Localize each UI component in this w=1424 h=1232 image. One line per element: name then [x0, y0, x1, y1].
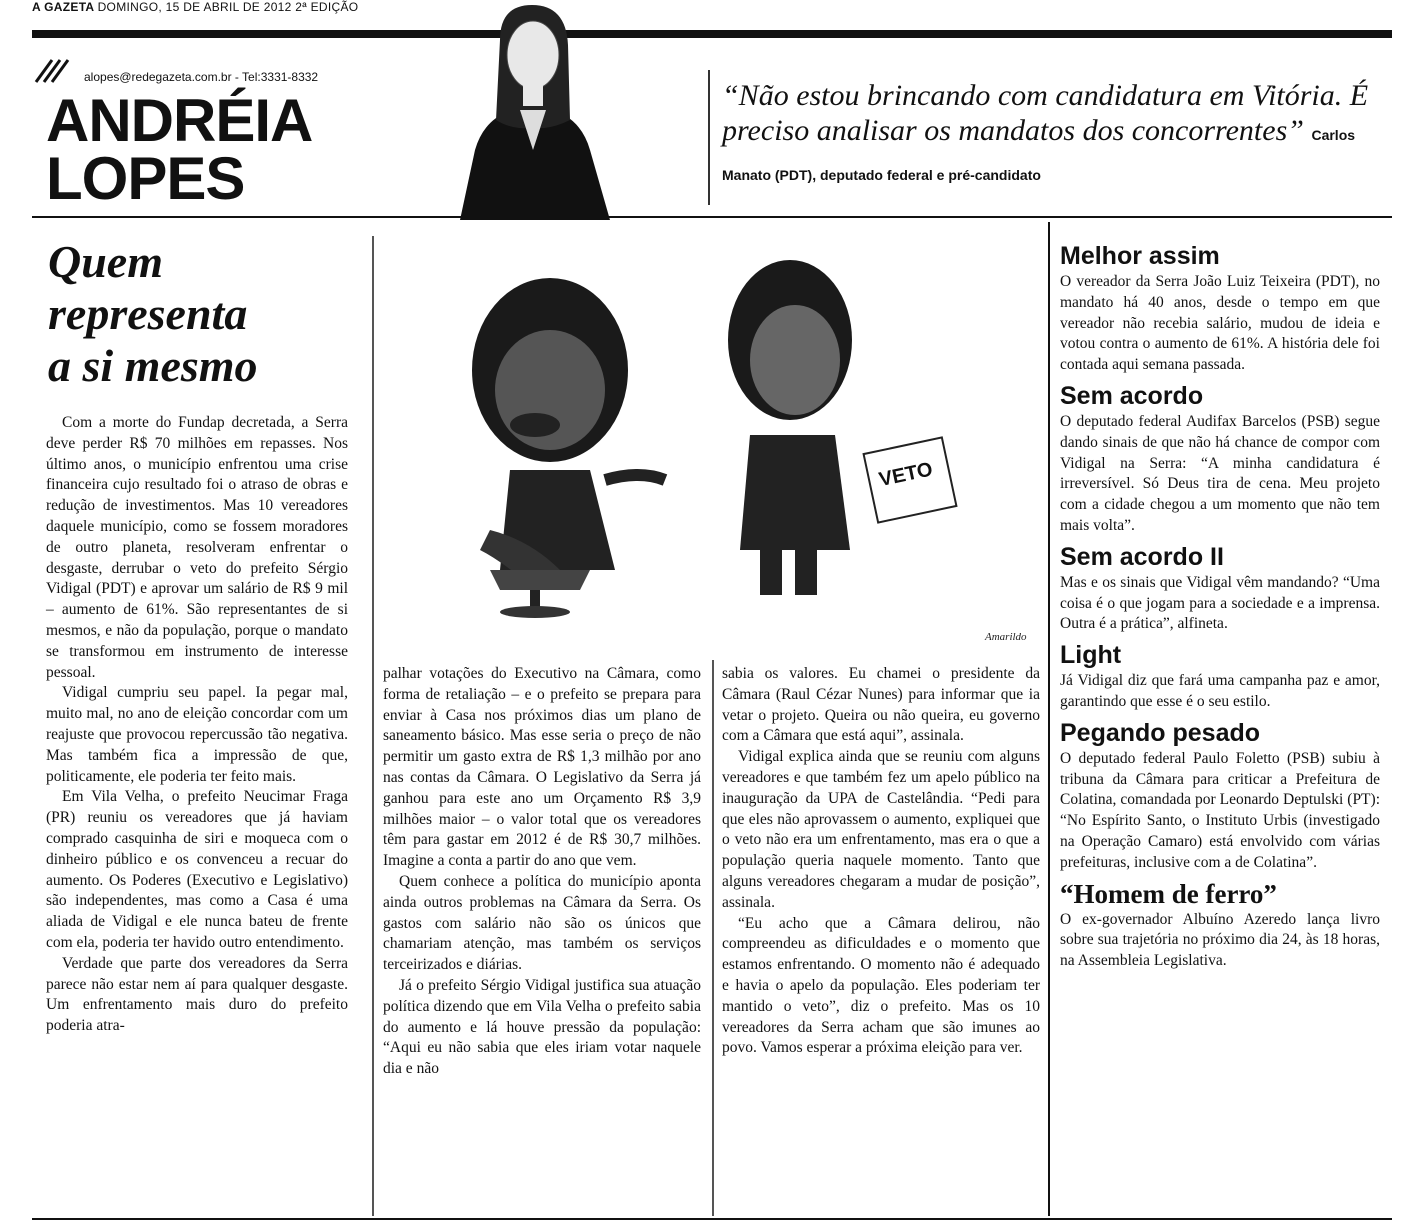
columnist-first-name: ANDRÉIA — [46, 87, 313, 154]
headline-line: a si mesmo — [48, 340, 258, 391]
masthead-line — [32, 0, 358, 14]
quote-divider — [708, 70, 710, 205]
note-body: Mas e os sinais que Vidigal vêm mandando? “Uma coisa é o que jogam para a sociedade e a imprensa. Outra é a prática”, alfineta. — [1060, 573, 1380, 633]
header-rule — [32, 216, 1392, 218]
notes-sidebar — [1060, 236, 1380, 972]
note-title: Melhor assim — [1060, 242, 1220, 270]
paragraph: Vidigal cumpriu seu papel. Ia pegar mal, muito mal, no ano de eleição concordar com um reajuste que provocou repercussão tão negativa. Mas também fica a impressão de que, politicamente, ele poderia ter feito mais. — [46, 684, 348, 785]
article-headline — [48, 236, 368, 392]
paragraph: Em Vila Velha, o prefeito Neucimar Fraga (PR) reuniu os vereadores que já haviam comprado casquinha de siri e moqueca com o dinheiro público e os convenceu a recuar do aumento. Os Poderes (Executivo e Legislativo) são independentes, mas como a Casa é uma aliada de Vidigal e ele nunca bateu de frente com ela, poderia ter havido outro entendimento. — [46, 788, 348, 951]
paragraph: Já o prefeito Sérgio Vidigal justifica sua atuação política dizendo que em Vila Velha o prefeito sabia do aumento e lá houve pressão da população: “Aqui eu não sabia que eles iriam votar naquele dia e não — [383, 976, 701, 1078]
note-body: O deputado federal Audifax Barcelos (PSB) segue dando sinais de que não há chance de compor com Vidigal na Serra: “A minha candidatura é irreversível. Só Deus tira de cena. Meu projeto com a cidade chegou a um momento que não tem mais volta”. — [1060, 412, 1380, 534]
sidebar-rule — [1048, 222, 1050, 1216]
note-title: Sem acordo — [1060, 381, 1204, 410]
headline-line: representa — [48, 288, 248, 339]
paragraph: Verdade que parte dos vereadores da Serra parece não estar nem aí para qualquer desgaste. Um enfrentamento mais duro do prefeito poderia atra- — [46, 954, 348, 1035]
cartoonist-signature: Amarildo — [985, 631, 1027, 643]
column-rule — [712, 660, 714, 1216]
article-column-3 — [722, 664, 1040, 1059]
note-body: O ex-governador Albuíno Azeredo lança livro sobre sua trajetória no próximo dia 24, às 18 horas, na Assembleia Legislativa. — [1060, 910, 1380, 970]
headline-line: Quem — [48, 236, 163, 287]
quote-text: “Não estou brincando com candidatura em Vitória. É preciso analisar os mandatos dos concorrentes” — [722, 79, 1369, 147]
columnist-contact: alopes@redegazeta.com.br - Tel:3331-8332 — [84, 70, 319, 84]
note-body: Já Vidigal diz que fará uma campanha paz e amor, garantindo que esse é o seu estilo. — [1060, 672, 1380, 710]
paragraph: Quem conhece a política do município aponta ainda outros problemas na Câmara da Serra. Os gastos com salário não são os únicos que chamariam atenção, mas também os serviços terceirizados e diárias. — [383, 872, 701, 974]
columnist-name — [46, 87, 313, 212]
note-body: O vereador da Serra João Luiz Teixeira (PDT), no mandato há 40 anos, desde o tempo em que vereador não recebia salário, mudou de ideia e votou contra o aumento de 61%. A história dele foi contada aqui semana passada. — [1060, 273, 1380, 374]
paragraph: Vidigal explica ainda que se reuniu com alguns vereadores e que também fez um apelo público na inauguração da UPA de Castelândia. “Pedi para que eles não aprovassem o aumento, expliquei que o veto não era um enfrentamento, mas era o que a população queria naquele momento. Tanto que alguns vereadores chegaram a mudar de posição”, assinala. — [722, 748, 1040, 911]
top-rule — [32, 30, 1392, 38]
pull-quote — [722, 78, 1392, 193]
paragraph: sabia os valores. Eu chamei o presidente da Câmara (Raul Cézar Nunes) para informar que ia vetar o projeto. Queira ou não queira, eu governo com a Câmara que está aqui”, assinala. — [722, 665, 1040, 745]
column-rule — [372, 236, 374, 1216]
note-body: O deputado federal Paulo Foletto (PSB) subiu à tribuna da Câmara para criticar a Prefeitura de Colatina, comandada por Leonardo Deptulski (PT): “No Espírito Santo, o Instituto Urbis (investigado na Operação Camaro) está envolvido com várias prefeituras, inclusive com a de Colatina”. — [1060, 749, 1380, 871]
veto-sign-label: VETO — [877, 458, 935, 492]
columnist-last-name: LOPES — [46, 145, 245, 212]
paragraph: “Eu acho que a Câmara delirou, não compreendeu as dificuldades e o momento que estamos enfrentando. O momento não é adequado e havia o apelo da população. Eles poderiam ter mantido o veto”, diz o prefeito. Mas os 10 vereadores da Serra acham que são imunes ao povo. Vamos esperar a próxima eleição para ver. — [722, 914, 1040, 1057]
slash-marks-icon — [32, 54, 72, 84]
columnist-photo — [420, 0, 645, 220]
paper-name: A GAZETA — [32, 0, 94, 14]
quote-attribution: Carlos Manato (PDT), deputado federal e pré-candidato — [722, 127, 1356, 183]
note-title: Sem acordo II — [1060, 542, 1224, 571]
bottom-rule — [32, 1218, 1392, 1220]
note-title: Light — [1060, 641, 1122, 670]
article-column-1 — [46, 413, 348, 1037]
note-title: Pegando pesado — [1060, 718, 1261, 747]
paragraph: palhar votações do Executivo na Câmara, como forma de retaliação – e o prefeito se prepara para enviar à Casa nos próximos dias um plano de saneamento básico. Mas esse seria o preço de não permitir um gasto extra de R$ 1,3 milhão por ano nas contas da Câmara. O Legislativo da Serra já ganhou para este ano um Orçamento R$ 3,9 milhões maior – o valor total que os vereadores têm para gastar em 2012 é de R$ 30,7 milhões. Imagine a conta a partir do ano que vem. — [383, 665, 701, 870]
cartoon-illustration — [430, 240, 1040, 650]
article-column-2 — [383, 664, 701, 1080]
issue-date: DOMINGO, 15 DE ABRIL DE 2012 — [97, 0, 292, 14]
edition-label: 2ª EDIÇÃO — [295, 0, 359, 14]
paragraph: Com a morte do Fundap decretada, a Serra deve perder R$ 70 milhões em repasses. Nos último anos, o município enfrentou uma crise financeira cujo resultado foi o atraso de obras e redução de investimentos. Mas 10 vereadores daquele município, como se fossem moradores de outro planeta, resolveram enfrentar o desgaste, derrubar o veto do prefeito Sérgio Vidigal (PDT) e aprovar um salário de R$ 9 mil – aumento de 61%. São representantes de si mesmos, e não da população, porque o mandato se transformou em instrumento de interesse pessoal. — [46, 414, 348, 681]
note-title: “Homem de ferro” — [1060, 878, 1277, 909]
